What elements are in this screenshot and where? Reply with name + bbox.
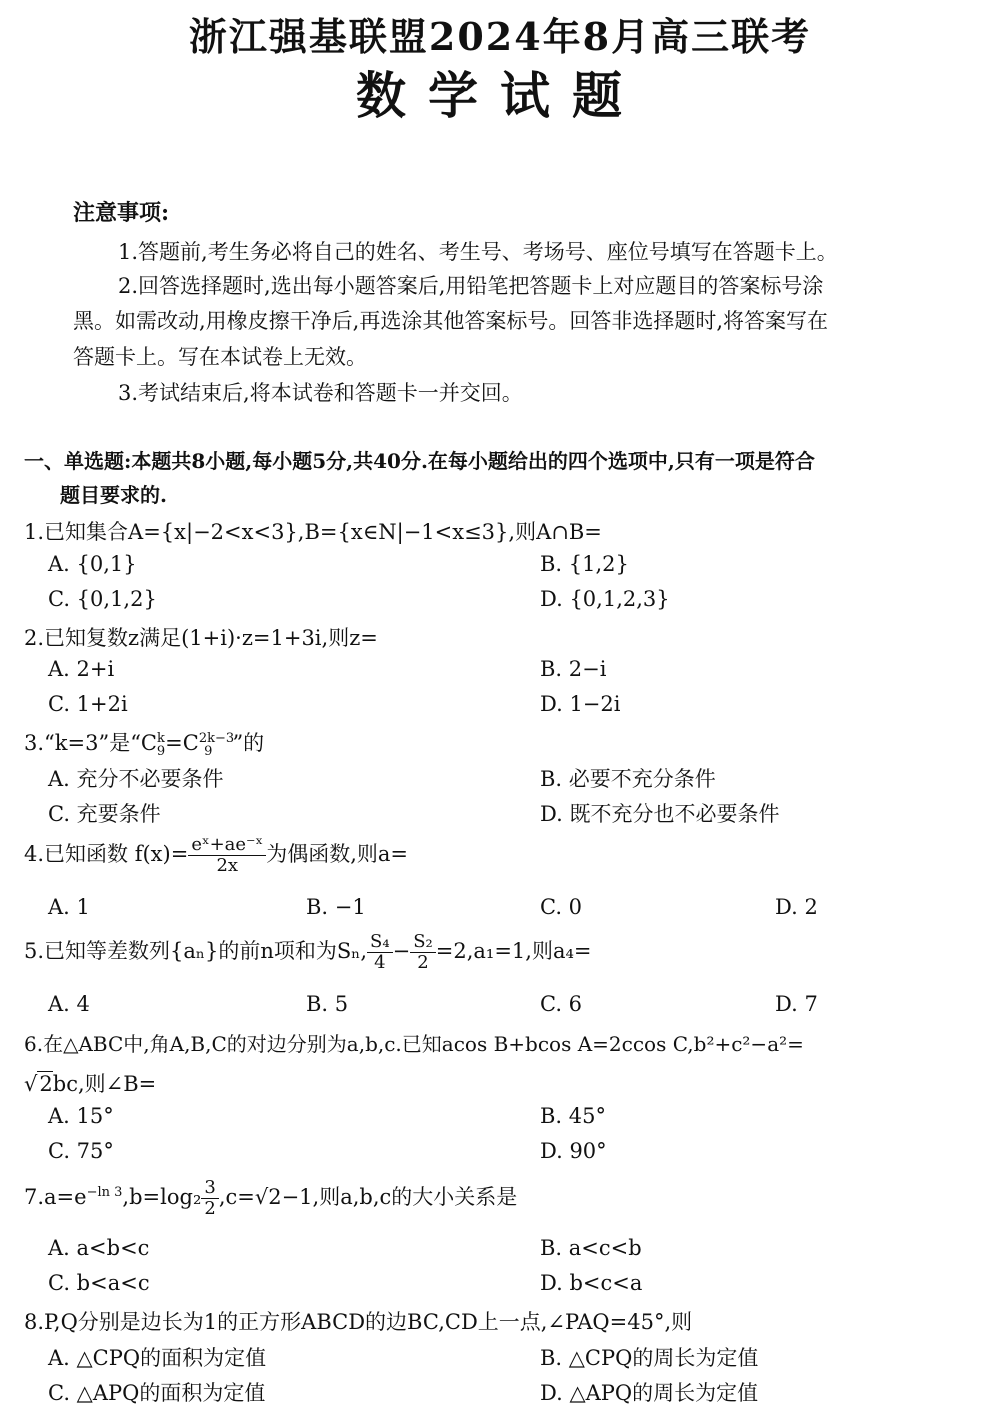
notice-line-3: 黑。如需改动,用橡皮擦干净后,再选涂其他答案标号。回答非选择题时,将答案写在 <box>73 309 829 333</box>
question-7-stem: $7.a=e^{-ln 3},b=\log_2$ $\frac{3}{2}$ ,c=√2−1,则a,b,c的大小关系是 <box>24 1177 518 1219</box>
question-5-fraction-2: $\frac{\text{S₂}}{2}$ <box>410 932 436 973</box>
question-4-option-b: B. −1 <box>306 895 366 919</box>
question-1-option-d: D. {0,1,2,3} <box>540 587 670 611</box>
section-line-2: 题目要求的. <box>60 483 167 507</box>
question-7-option-b: B. a<c<b <box>540 1236 642 1260</box>
question-6-option-a: A. 15° <box>48 1104 114 1128</box>
question-2-option-a: A. 2+i <box>48 657 115 681</box>
question-1-option-c: C. {0,1,2} <box>48 587 157 611</box>
question-5-stem: 5.已知等差数列{aₙ}的前n项和为Sₙ, $\frac{\text{S₄}}{4}$ − $\frac{\text{S₂}}{2}$ =2,a₁=1,则a₄= <box>24 931 592 973</box>
notice-line-4: 答题卡上。写在本试卷上无效。 <box>73 345 367 369</box>
question-6-stem-line-2: √2bc,则∠B= <box>24 1072 157 1096</box>
question-6-option-b: B. 45° <box>540 1104 607 1128</box>
question-4-option-a: A. 1 <box>48 895 90 919</box>
exam-subtitle: 数学试题 <box>356 66 644 125</box>
question-8-option-c: C. △APQ的面积为定值 <box>48 1381 266 1405</box>
notice-line-1: 1.答题前,考生务必将自己的姓名、考生号、考场号、座位号填写在答题卡上。 <box>118 240 838 264</box>
question-8-option-a: A. △CPQ的面积为定值 <box>48 1346 267 1370</box>
question-3-option-d: D. 既不充分也不必要条件 <box>540 802 780 826</box>
question-7-option-d: D. b<c<a <box>540 1271 643 1295</box>
question-7-option-a: A. a<b<c <box>48 1236 150 1260</box>
notice-line-5: 3.考试结束后,将本试卷和答题卡一并交回。 <box>118 381 523 405</box>
question-6-stem-line-1: 6.在△ABC中,角A,B,C的对边分别为a,b,c.已知acos B+bcos A=2ccos C,b²+c²−a²= <box>24 1032 804 1056</box>
question-1-option-a: A. {0,1} <box>48 552 137 576</box>
question-3-option-c: C. 充要条件 <box>48 802 161 826</box>
question-4-stem: 4.已知函数 f(x)= $\frac{\text{eˣ+ae⁻ˣ}}{2x}$ 为偶函数,则a= <box>24 834 408 876</box>
question-7-option-c: C. b<a<c <box>48 1271 150 1295</box>
question-6-option-c: C. 75° <box>48 1139 114 1163</box>
question-8-stem: 8.P,Q分别是边长为1的正方形ABCD的边BC,CD上一点,∠PAQ=45°,则 <box>24 1310 693 1334</box>
question-8-option-b: B. △CPQ的周长为定值 <box>540 1346 759 1370</box>
question-4-fraction: $\frac{\text{eˣ+ae⁻ˣ}}{2x}$ <box>188 835 266 876</box>
notice-title: 注意事项: <box>73 200 170 226</box>
section-header <box>24 444 984 512</box>
question-2-option-b: B. 2−i <box>540 657 607 681</box>
question-2-option-d: D. 1−2i <box>540 692 621 716</box>
question-5-option-a: A. 4 <box>48 992 90 1016</box>
question-7-fraction: $\frac{3}{2}$ <box>201 1178 218 1219</box>
question-8-option-d: D. △APQ的周长为定值 <box>540 1381 759 1405</box>
question-1-option-b: B. {1,2} <box>540 552 629 576</box>
question-5-option-d: D. 7 <box>775 992 818 1016</box>
question-4-option-c: C. 0 <box>540 895 583 919</box>
question-4-option-d: D. 2 <box>775 895 818 919</box>
question-2-option-c: C. 1+2i <box>48 692 128 716</box>
notice-line-2: 2.回答选择题时,选出每小题答案后,用铅笔把答题卡上对应题目的答案标号涂 <box>118 274 824 298</box>
question-6-option-d: D. 90° <box>540 1139 607 1163</box>
section-line-1: 一、单选题:本题共8小题,每小题5分,共40分.在每小题给出的四个选项中,只有一项是符合 <box>24 449 815 473</box>
question-2-stem: 2.已知复数z满足(1+i)·z=1+3i,则z= <box>24 626 378 650</box>
question-3-option-a: A. 充分不必要条件 <box>48 767 224 791</box>
question-5-option-c: C. 6 <box>540 992 583 1016</box>
question-5-fraction-1: $\frac{\text{S₄}}{4}$ <box>367 932 393 973</box>
question-5-option-b: B. 5 <box>306 992 349 1016</box>
question-1-stem: 1.已知集合A={x|−2<x<3},B={x∈N|−1<x≤3},则A∩B= <box>24 520 602 544</box>
question-3-option-b: B. 必要不充分条件 <box>540 767 716 791</box>
exam-title: 浙江强基联盟2024年8月高三联考 <box>188 14 812 59</box>
question-3-stem: 3.“k=3”是“$C^k_9=C^{2k-3}_9$ ”的 <box>24 731 265 760</box>
